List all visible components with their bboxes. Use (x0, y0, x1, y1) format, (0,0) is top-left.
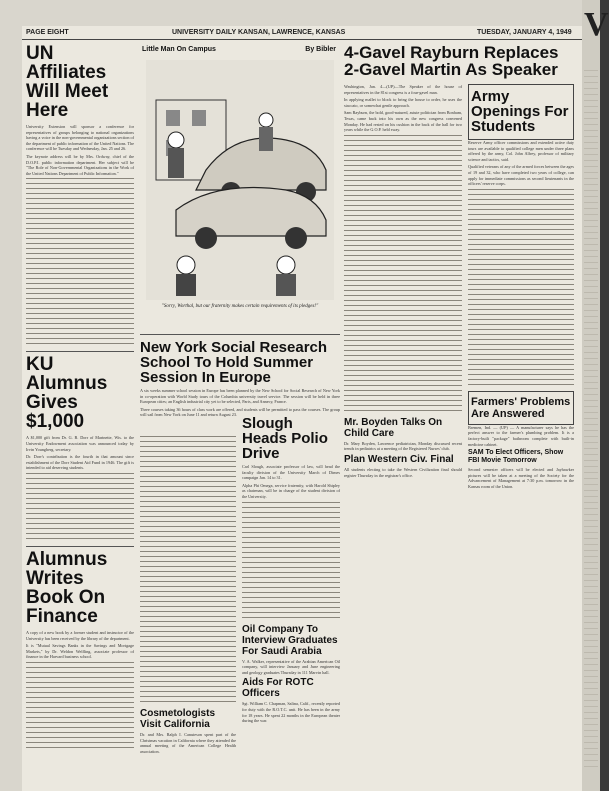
article-text: The keynote address will be by Mrs. Ordway, chief of the D.O.P.I. public information department. Her subject will be "The Role of Non-Governmental Organizations in the Work of the United Nations Department of Public Information." (26, 153, 134, 176)
article-text-block (468, 189, 574, 389)
article-text: Sam Rayburn, the bold, good-natured, astute politician from Bonham, Texas, came back into his own as the new congress convened Monday. He had rested on his cushion in the back of the hall for two years while the G.O.P. held sway. (344, 110, 462, 133)
headline-boyden: Mr. Boyden Talks On Child Care (344, 416, 443, 439)
issue-date: TUESDAY, JANUARY 4, 1949 (477, 29, 572, 36)
headline-sam: SAM To Elect Officers, Show FBI Movie Tomorrow (468, 449, 564, 465)
article-text: Dr. Mary Boyden, Lawrence pediatrician, Monday discussed recent trends in pediatrics at a meeting of the Registered Nurses' club. (344, 440, 462, 452)
article-text: A six weeks summer school session in Europe has been planned by the New School for Social Research of New York in co-operation with World Study tours of the Columbia university travel service. The session will be held in three European cities; an English industrial city yet to be selected, Paris, and Annecy, France. (140, 388, 340, 405)
headline-western-civ: Plan Western Civ. Final (344, 453, 454, 465)
army-box (468, 84, 574, 140)
article-text: Dr. and Mrs. Ralph I. Canuteson spent part of the Christmas vacation in California where they attended the annual meeting of the American College Health association. (140, 732, 236, 754)
article-text: V. A. Walker, representative of the Arabian American Oil company, will interview January and June engineering and geology graduates Thursday in 111 Marvin hall. (242, 658, 340, 675)
cartoon-caption: "Sorry, Worthal, but our fraternity makes certain requirements of its pledges!" (161, 304, 319, 309)
article-text-block (26, 178, 134, 348)
adjacent-page-letter: V (584, 6, 609, 43)
article-text: Three courses taking 36 hours of class work are offered, and students will be permitted to pass the courses. The group will sail from New York on June 11 and return August 23. (140, 406, 340, 418)
article-text: Reserve Army officer commissions and extended active duty tours are available to qualified college men under three plans offered by the army, Col. John Alfrey, professor of military science and tactics, said. (468, 140, 574, 162)
article-army (468, 84, 574, 492)
headline-ku-alumnus: KU Alumnus Gives $1,000 (26, 354, 108, 433)
article-text: All students electing to take the Western Civilization final should register Thursday in the registrar's office. (344, 466, 462, 478)
cartoon-illustration (146, 60, 334, 300)
article-text: A copy of a new book by a former student and instructor of the University has been received by the library of the department. (26, 629, 134, 641)
headline-alumnus-book: Alumnus Writes Book On Finance (26, 548, 108, 627)
article-text: It is "Mutual Savings Banks in the Savings and Mortgage Markets," by Dr. Weldon Welfling, associate professor of finance in the Harvard business school. (26, 643, 134, 660)
cartoon-title: Little Man On Campus (142, 46, 216, 53)
article-text-block (26, 662, 134, 752)
cartoon-panel (140, 42, 340, 335)
article-text: Bremen, Ind. — (UP) — A manufacturer says he has the perfect answer to the farmer's plumbing problem. It is a factory-built "package" bathroom complete with built-in medicine cabinet. (468, 424, 574, 447)
headline-rayburn: 4-Gavel Rayburn Replaces 2-Gavel Martin As Speaker (344, 43, 559, 79)
divider (26, 351, 134, 352)
article-text: Second semester officers will be elected and Jayhawker pictures will be taken at a meeting of the Society for the Advancement of Management at 7:30 p.m. tomorrow in the Kansas room of the Union. (468, 467, 574, 489)
masthead (22, 26, 582, 40)
column-3 (344, 42, 574, 489)
article-subcolumn-left (140, 434, 236, 756)
article-rayburn (344, 84, 462, 480)
newspaper-name: UNIVERSITY DAILY KANSAN, LAWRENCE, KANSAS (172, 29, 346, 36)
headline-army-openings: Army Openings For Students (471, 88, 569, 135)
article-text-block (26, 473, 134, 543)
article-text: In applying mallet to block to bring the house to order, he uses the staccato, or somewhat gentle approach. (344, 97, 462, 108)
article-text: University Extension will sponsor a conference for representatives of groups belonging to national organizations having a voice in the non-governmental organizations section of the department of public information of the United Nations. The conference will be Tuesday and Wednesday, Jan. 25 and 26. (26, 124, 134, 152)
article-text: Alpha Phi Omega, service fraternity, with Harold Shipley as chairman, will be in charge of the student division of the University. (242, 482, 340, 499)
article-text: Sgt. William C. Chapman, Salina, Calif., recently reported for duty with the R.O.T.C. unit. He has been in the army for 18 years. He spent 22 months in the European theater during the war. (242, 701, 340, 724)
headline-cosmetologists: Cosmetologists Visit California (140, 708, 216, 730)
cartoon-author: By Bibler (305, 46, 336, 53)
page-number: PAGE EIGHT (26, 29, 69, 36)
newspaper-sheet (22, 26, 582, 791)
article-text: Qualified veterans of any of the armed forces between the ages of 19 and 32, who have completed two years of college, can apply for immediate commissions as second lieutenants in the officers' reserve corps. (468, 164, 574, 187)
farmers-box (468, 391, 574, 425)
headline-new-york-school: New York Social Research School To Hold Summer Session In Europe (140, 339, 328, 386)
article-text: Carl Slough, associate professor of law, will head the faculty division of the University March of Dimes campaign Jan. 14 to 31. (242, 464, 340, 481)
headline-un-affiliates: UN Affiliates Will Meet Here (26, 43, 109, 121)
divider (26, 546, 134, 547)
article-subcolumn-right (242, 414, 340, 726)
column-1 (26, 42, 134, 754)
article-text: Dr. Dorr's contribution is the fourth in that amount since establishment of the Dorr Student Aid Fund in 1946. The gift is intended to aid deserving students. (26, 454, 134, 471)
article-text-block (242, 502, 340, 622)
article-new-york (140, 338, 340, 420)
article-text-block (140, 436, 236, 706)
headline-farmers: Farmers' Problems Are Answered (471, 395, 571, 420)
headline-oil-company: Oil Company To Interview Graduates For Saudi Arabia (242, 623, 338, 657)
adjacent-page-text (584, 70, 598, 770)
article-text: A $1,000 gift from Dr. G. B. Dorr of Marinette, Wis. to the University Endowment association was announced today by Irvin Youngberg, secretary. (26, 435, 134, 452)
adjacent-page-edge (582, 0, 609, 791)
article-text-block (344, 135, 462, 415)
masthead-rule (22, 39, 582, 40)
headline-slough-polio: Slough Heads Polio Drive (242, 415, 328, 462)
headline-rotc: Aids For ROTC Officers (242, 677, 314, 700)
article-text: Washington, Jan. 4—(UP)—The Speaker of the house of representatives in the 81st congress is a four-gavel man. (344, 84, 462, 95)
